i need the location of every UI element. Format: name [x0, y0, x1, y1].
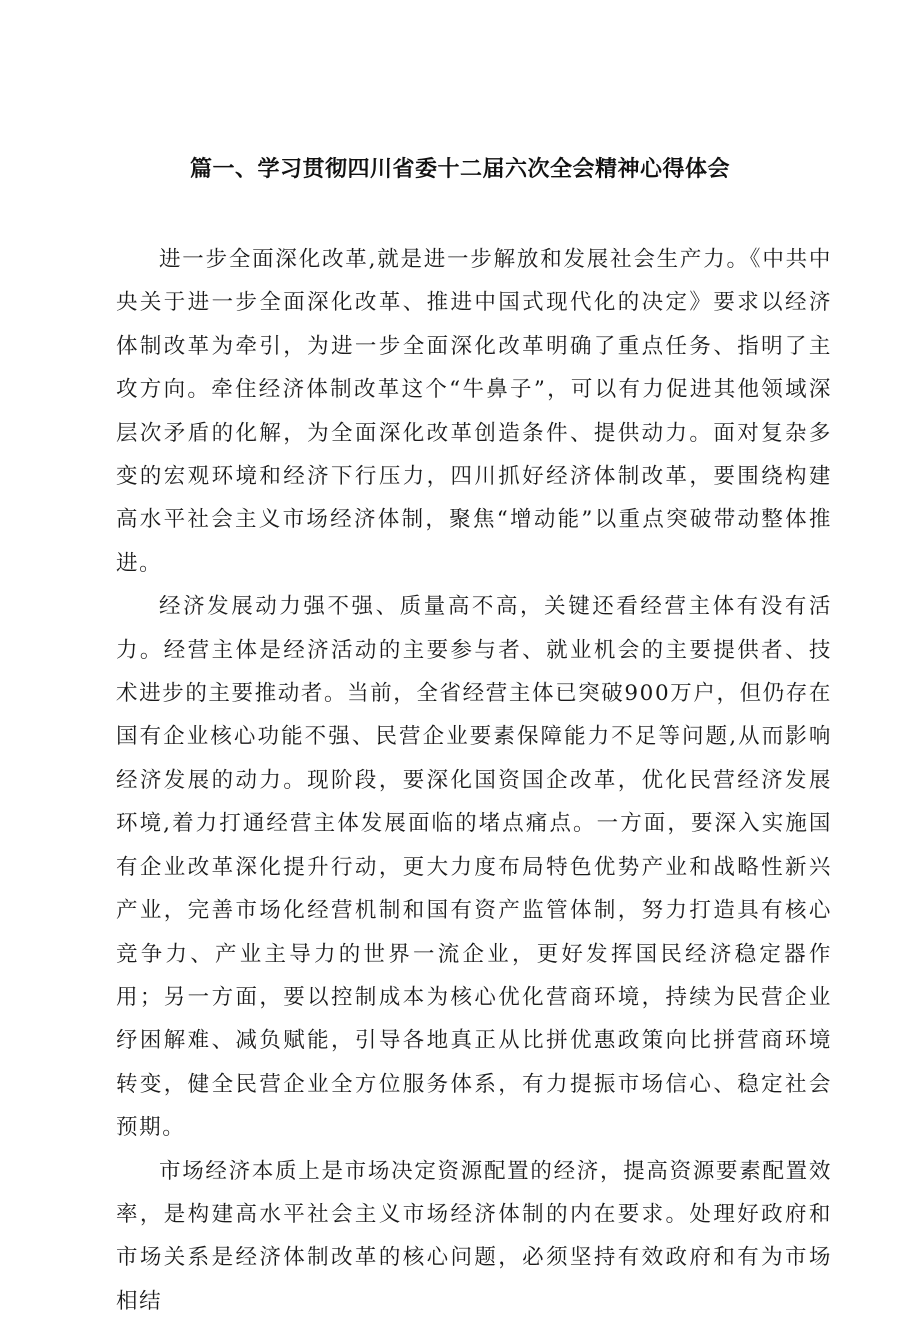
document-body — [116, 238, 832, 1323]
paragraph-2: 经济发展动力强不强、质量高不高，关键还看经营主体有没有活力。经营主体是经济活动的主要参与者、就业机会的主要提供者、技术进步的主要推动者。当前，全省经营主体已突破900万户，但仍存在国有企业核心功能不强、民营企业要素保障能力不足等问题,从而影响经济发展的动力。现阶段，要深化国资国企改革，优化民营经济发展环境,着力打通经营主体发展面临的堵点痛点。一方面，要深入实施国有企业改革深化提升行动，更大力度布局特色优势产业和战略性新兴产业，完善市场化经营机制和国有资产监管体制，努力打造具有核心竞争力、产业主导力的世界一流企业，更好发挥国民经济稳定器作用；另一方面，要以控制成本为核心优化营商环境，持续为民营企业纾困解难、减负赋能，引导各地真正从比拼优惠政策向比拼营商环境转变，健全民营企业全方位服务体系，有力提振市场信心、稳定社会预期。 — [116, 594, 832, 1141]
paragraph-1: 进一步全面深化改革,就是进一步解放和发展社会生产力。《中共中央关于进一步全面深化改革、推进中国式现代化的决定》要求以经济体制改革为牵引，为进一步全面深化改革明确了重点任务、指明了主攻方向。牵住经济体制改革这个“牛鼻子”，可以有力促进其他领域深层次矛盾的化解，为全面深化改革创造条件、提供动力。面对复杂多变的宏观环境和经济下行压力，四川抓好经济体制改革，要围绕构建高水平社会主义市场经济体制，聚焦“增动能”以重点突破带动整体推进。 — [116, 247, 832, 576]
paragraph-3: 市场经济本质上是市场决定资源配置的经济，提高资源要素配置效率，是构建高水平社会主义市场经济体制的内在要求。处理好政府和市场关系是经济体制改革的核心问题，必须坚持有效政府和有为市场相结 — [116, 1158, 832, 1314]
document-title: 篇一、学习贯彻四川省委十二届六次全会精神心得体会 — [189, 157, 730, 182]
